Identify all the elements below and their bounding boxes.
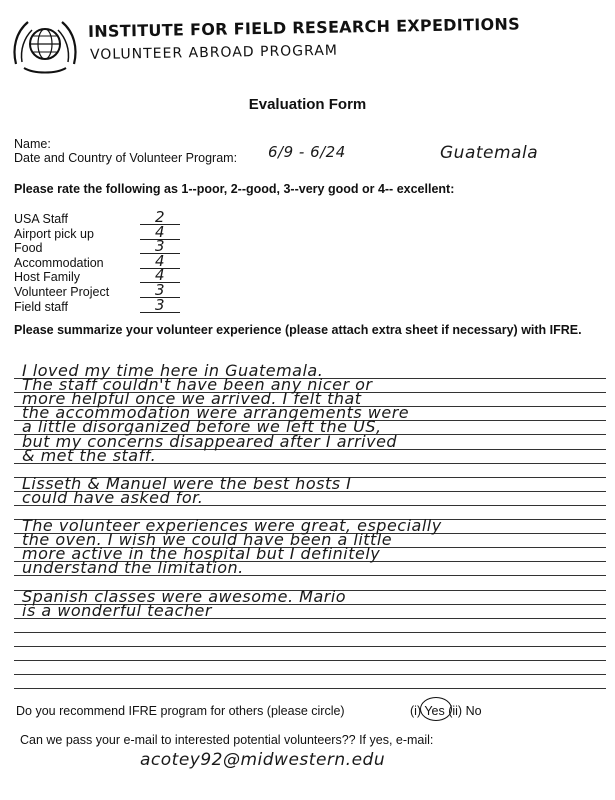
rating-value: 2	[140, 210, 180, 225]
rating-value: 3	[140, 298, 180, 313]
program-name: VOLUNTEER ABROAD PROGRAM	[89, 42, 339, 63]
rating-heading: Please rate the following as 1--poor, 2--good, 3--very good or 4-- excellent:	[14, 182, 455, 196]
ruled-line	[14, 646, 606, 647]
ruled-line	[14, 632, 606, 633]
summary-line: understand the limitation.	[22, 558, 244, 578]
recommend-yes-circle	[420, 697, 452, 721]
name-label: Name:	[14, 137, 51, 151]
summary-line: The staff couldn't have been any nicer or	[22, 375, 373, 395]
rating-value: 4	[140, 268, 180, 283]
date-value: 6/9 - 6/24	[268, 143, 346, 161]
summary-line: Lisseth & Manuel were the best hosts I	[22, 473, 352, 493]
email-value: acotey92@midwestern.edu	[140, 750, 386, 770]
country-value: Guatemala	[440, 143, 539, 163]
summary-line: The volunteer experiences were great, especially	[22, 516, 442, 536]
summary-line: is a wonderful teacher	[22, 600, 212, 620]
summary-line: more helpful once we arrived. I felt that	[22, 389, 362, 409]
rating-label: Airport pick up	[14, 226, 94, 241]
summary-line: more active in the hospital but I definitely	[22, 544, 381, 564]
rating-label: Field staff	[14, 299, 68, 314]
summary-heading: Please summarize your volunteer experience (please attach extra sheet if necessary) with IFRE.	[14, 323, 582, 337]
date-country-label: Date and Country of Volunteer Program:	[14, 151, 238, 165]
rating-label: Accommodation	[14, 255, 104, 270]
summary-line: Spanish classes were awesome. Mario	[22, 586, 347, 606]
ruled-line	[14, 688, 606, 689]
rating-value: 4	[140, 254, 180, 269]
org-name: INSTITUTE FOR FIELD RESEARCH EXPEDITIONS	[87, 14, 521, 41]
rating-label: Host Family	[14, 270, 80, 285]
summary-line: but my concerns disappeared after I arrived	[22, 431, 398, 451]
summary-line: the accommodation were arrangements were	[22, 403, 410, 423]
rating-label: USA Staff	[14, 212, 68, 226]
summary-line: could have asked for.	[22, 487, 204, 507]
rating-value: 3	[140, 239, 180, 254]
summary-line: I loved my time here in Guatemala.	[22, 361, 324, 380]
summary-line: a little disorganized before we left the US,	[22, 417, 382, 437]
rating-label: Food	[14, 241, 43, 256]
recommend-question: Do you recommend IFRE program for others (please circle)	[16, 704, 345, 718]
ruled-line	[14, 674, 606, 675]
rating-value: 3	[140, 283, 180, 298]
summary-line: & met the staff.	[22, 445, 157, 465]
summary-line: the oven. I wish we could have been a little	[22, 530, 393, 550]
rating-label: Volunteer Project	[14, 285, 110, 299]
rating-value: 4	[140, 225, 180, 240]
email-question: Can we pass your e-mail to interested potential volunteers?? If yes, e-mail:	[20, 733, 434, 747]
recommend-options: (i) Yes (ii) No	[410, 704, 482, 718]
form-title: Evaluation Form	[248, 96, 367, 113]
ifre-logo-icon	[10, 14, 80, 76]
ruled-line	[14, 660, 606, 661]
